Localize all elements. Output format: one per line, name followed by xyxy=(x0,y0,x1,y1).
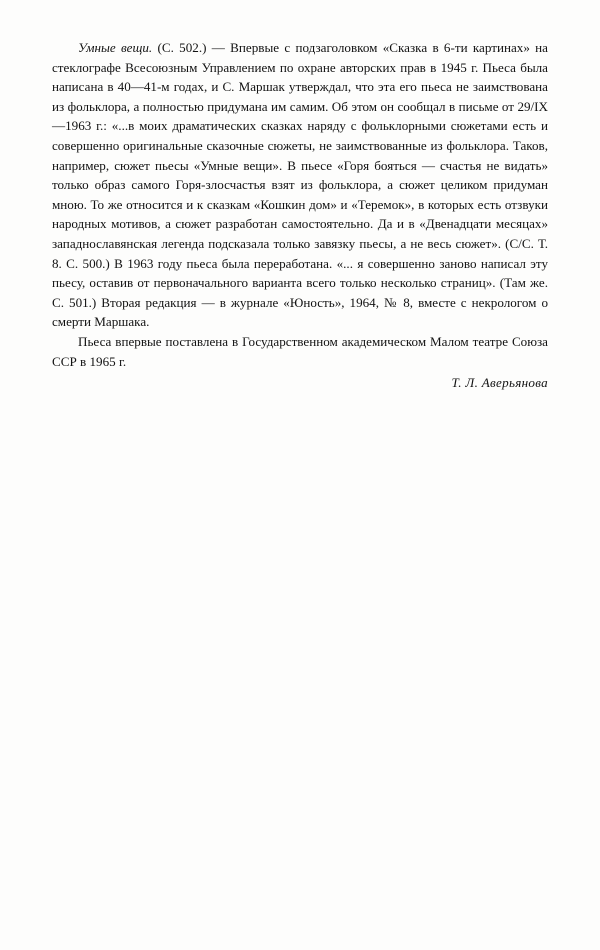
paragraph-staging: Пьеса впервые поставлена в Государственном академическом Малом театре Союза ССР в 1965 г. xyxy=(52,333,548,369)
author-signature: Т. Л. Аверьянова xyxy=(451,375,548,391)
paragraph-commentary-text: (С. 502.) — Впервые с подзаголовком «Сказка в 6-ти картинах» на стеклографе Всесоюзным Управлением по охране авторских прав в 1945 г. Пьеса была написана в 40—41-м годах, и С. Маршак утверждал, что эта его пьеса не заимствована из фольклора, а полностью придумана им самим. Об этом он сообщал в письме от 29/IX—1963 г.: «...в моих драматических сказках наряду с фольклорными сюжетами есть и совершенно оригинальные сказочные сюжеты, не заимствованные из фольклора. Таков, например, сюжет пьесы «Умные вещи». В пьесе «Горя бояться — счастья не видать» только образ самого Горя-злосчастья взят из фольклора, а сюжет целиком придуман мною. То же относится и к сказкам «Кошкин дом» и «Теремок», в которых есть отзвуки народных мотивов, а сюжет разработан самостоятельно. Да и в «Двенадцати месяцах» западнославянская легенда подсказала только завязку пьесы, а не весь сюжет». (С/С. Т. 8. С. 500.) В 1963 году пьеса была переработана. «... я совершенно заново написал эту пьесу, оставив от первоначального варианта всего только несколько страниц». (Там же. С. 501.) Вторая редакция — в журнале «Юность», 1964, № 8, вместе с некрологом о смерти Маршака. xyxy=(52,40,548,330)
document-body xyxy=(52,38,548,393)
entry-title: Умные вещи. xyxy=(78,40,153,55)
paragraph-commentary xyxy=(52,38,548,332)
